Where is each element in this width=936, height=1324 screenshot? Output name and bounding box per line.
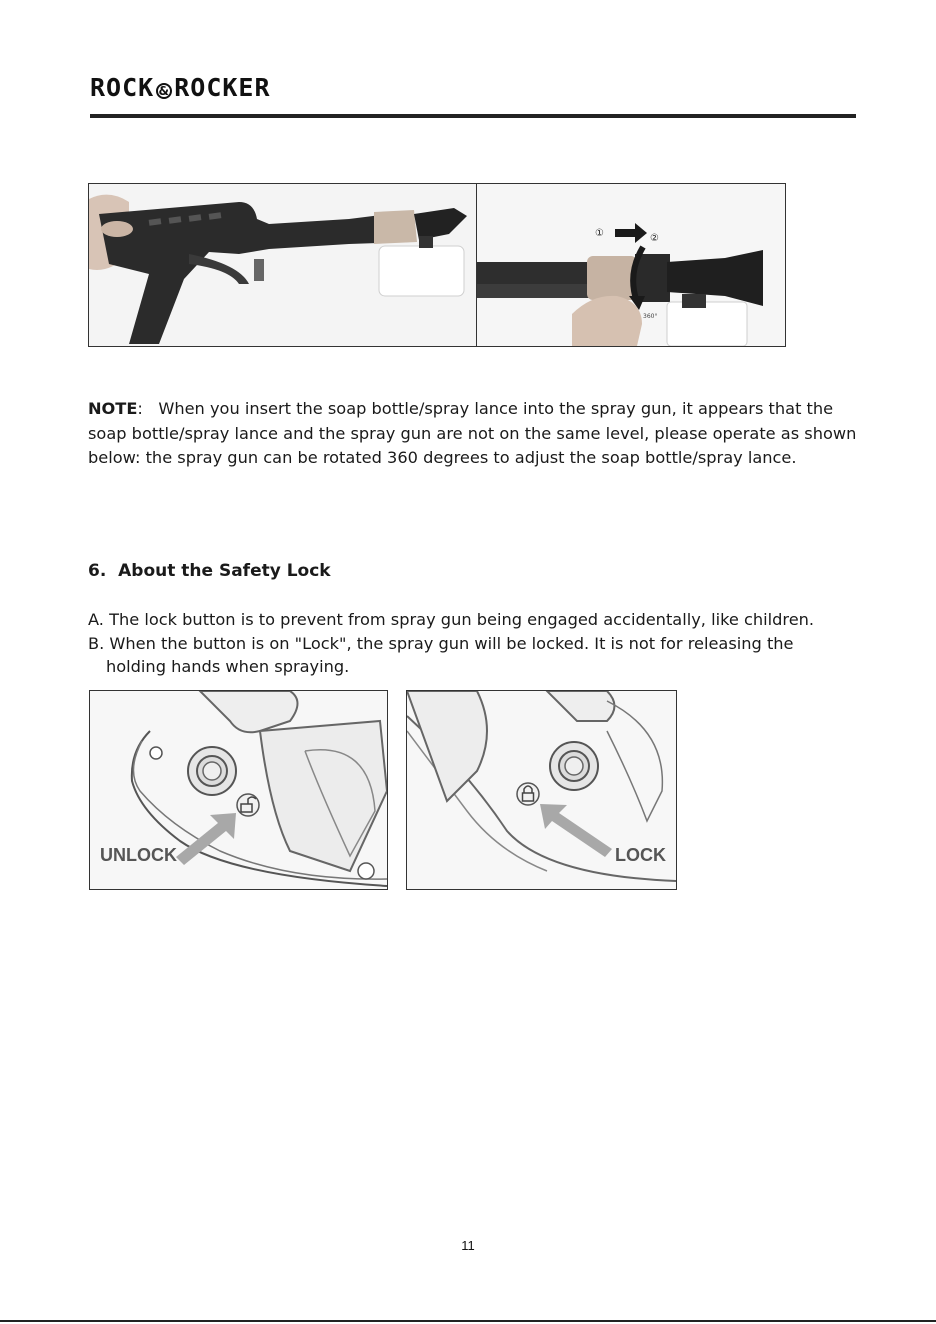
lock-photo [406,690,677,890]
lock-label: LOCK [615,845,666,865]
note-text: When you insert the soap bottle/spray lance into the spray gun, it appears that the soap bottle/spray lance and the spray gun are not on the same level, please operate as shown below: the spray gun can be rotated 360 degrees to adjust the soap bottle/spray lance. [88,399,857,467]
lock-illustration [407,691,676,889]
brand-logo [90,73,271,102]
instruction-b-line2: holding hands when spraying. [106,657,350,676]
page-number: 11 [461,1238,475,1253]
step-2-callout: ② [650,233,659,244]
spray-gun-photo [88,183,477,347]
header-rule [90,114,856,118]
brand-left: ROCK [90,73,155,102]
unlock-photo [89,690,388,890]
instruction-b-line1: B. When the button is on "Lock", the spray gun will be locked. It is not for releasing the [88,633,794,653]
rotation-label: 360° [643,313,658,320]
brand-right: ROCKER [174,73,271,102]
note-paragraph [88,397,868,471]
safety-lock-instructions [88,608,878,679]
instruction-a: A. The lock button is to prevent from spray gun being engaged accidentally, like children. [88,610,815,629]
note-label: NOTE [88,399,138,418]
note-colon: : [137,399,143,418]
rotation-illustration [477,184,785,346]
brand-ampersand: & [156,83,172,99]
unlock-label: UNLOCK [100,845,177,865]
step-1-callout: ① [595,228,604,239]
footer-rule [0,1320,936,1322]
spray-gun-illustration [89,184,476,346]
section-heading: 6. About the Safety Lock [88,561,331,581]
push-arrow [615,229,637,237]
unlock-illustration [90,691,387,889]
rotation-photo [476,183,786,347]
